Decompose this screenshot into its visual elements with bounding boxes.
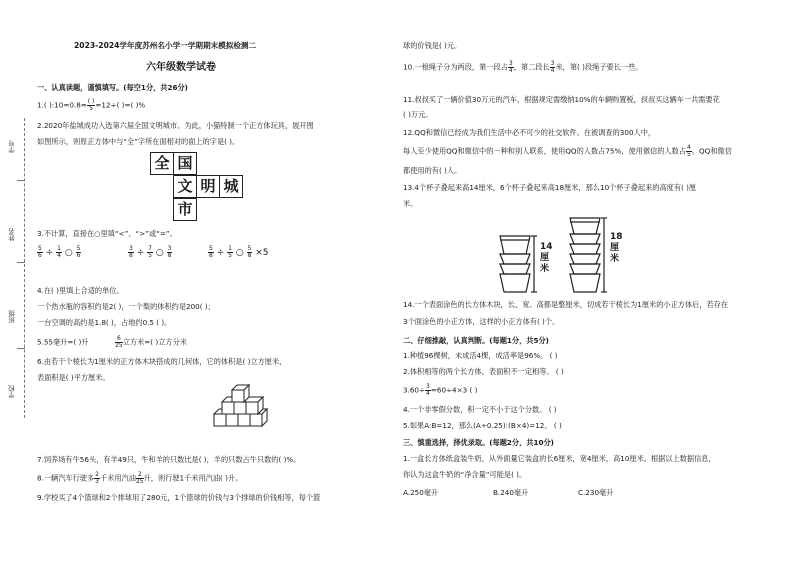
stacked-cubes-figure	[210, 380, 270, 430]
q8-frac1: $\frac{2}{3}$	[95, 471, 99, 485]
q3e2-op: ÷	[136, 248, 145, 258]
q5-fraction: $\frac{6}{25}$	[115, 335, 123, 349]
question-4-line1: 一个热水瓶的容积约是2( )，一个梨的体积约是200( )；	[37, 302, 215, 311]
sidebar-label-school: 学校	[8, 385, 16, 398]
net-face-ming: 明	[196, 175, 220, 198]
question-11-line1: 11.叔叔买了一辆价值30万元的汽车，根据规定需缴纳10%的车辆购置税，叔叔买这辆车一共需要花	[403, 95, 720, 104]
judge-3	[403, 384, 477, 397]
question-6-line2: 表面积是( )平方厘米。	[37, 373, 110, 382]
question-5	[37, 336, 187, 349]
q3e1-frac-b: $\frac{1}{4}$	[57, 245, 61, 259]
sidebar-label-id: 学号	[8, 140, 16, 153]
question-13-line1: 13.4个杯子叠起来高14厘米，6个杯子叠起来高18厘米，那么10个杯子叠起来的高度有( )厘	[403, 183, 697, 192]
question-12-line2	[403, 145, 732, 158]
sidebar-tick	[17, 348, 25, 349]
exam-title: 2023-2024学年度苏州名小学一学期期末模拟检测二	[74, 41, 257, 50]
question-8	[37, 472, 242, 485]
q12-frac: $\frac{4}{5}$	[686, 144, 691, 158]
q1-frac-num: ( )	[87, 98, 95, 105]
j3-text-a: 3.60÷	[403, 385, 426, 395]
choice-1-option-b[interactable]: B.240毫升	[493, 488, 529, 497]
question-2-line2: 如图所示，则原正方体中与“全”字所在面相对的面上的字是( )。	[37, 137, 240, 146]
judge-2: 2.体积相等的两个长方体，表面积不一定相等。 ( )	[403, 367, 564, 376]
j3-text-b: =60÷4×3 ( )	[430, 385, 478, 395]
q8-text-c: 升，则行驶1千米用汽油( )升。	[143, 473, 243, 483]
net-face-shi: 市	[173, 198, 197, 221]
question-9-cont: 球的价钱是( )元。	[403, 41, 462, 50]
q3e2-frac-c: $\frac{3}{8}$	[167, 245, 172, 259]
q3e2-frac-a: $\frac{3}{8}$	[129, 245, 133, 259]
q1-text-a: 1.( ):10=0.8=	[37, 100, 87, 110]
question-9: 9.学校买了4个篮球和2个排球用了280元，1个篮球的价钱与3个排球的价钱相等，每个篮	[37, 493, 321, 502]
q3e2-frac-b: $\frac{7}{5}$	[148, 245, 152, 259]
q3e3-circle[interactable]: ○	[235, 248, 244, 258]
q3e2-circle[interactable]: ○	[155, 248, 164, 258]
q3e1-frac-c: $\frac{5}{6}$	[76, 245, 81, 259]
question-3: 3.不计算，直接在○里填“<”、“>”或“=”。	[37, 229, 177, 238]
cup-label-14: 14厘米	[540, 242, 553, 274]
question-14-line1: 14.一个表面涂色的长方体木块，长、宽、高都是整厘米，切成若干棱长为1厘米的小正方体后，若存在	[403, 300, 729, 309]
q3e3-frac-c: $\frac{5}{8}$	[247, 245, 252, 259]
j3-frac: $\frac{3}{4}$	[426, 383, 430, 397]
question-11-line2: ( )万元。	[403, 110, 433, 119]
q3-expr-2	[128, 246, 172, 260]
question-4: 4.在( )里填上合适的单位。	[37, 286, 124, 295]
q3e1-circle[interactable]: ○	[64, 248, 73, 258]
judge-1: 1.种植96棵树，未成活4棵，成活率是96%。 ( )	[403, 351, 558, 360]
q5-text-a: 5.55毫升=( )升	[37, 337, 89, 347]
q8-frac2: $\frac{2}{25}$	[135, 471, 144, 485]
q3e3-tail: ×5	[255, 248, 269, 258]
cube-net	[150, 152, 250, 224]
judge-4: 4.一个非零假分数，积一定不小于这个分数。 ( )	[403, 405, 557, 414]
choice-1-option-a[interactable]: A.250毫升	[403, 488, 439, 497]
q8-text-a: 8.一辆汽车行驶多	[37, 473, 95, 483]
section3-heading: 三、慎重选择，择优录取。(每题2分，共10分)	[403, 438, 554, 447]
question-12-line1: 12.QQ和微信已经成为我们生活中必不可少的社交软件。在被调查的300人中，	[403, 128, 656, 137]
q5-text-b: 立方米=( )立方分米	[122, 337, 187, 347]
q1-text-b: =12÷( )=( )%	[95, 100, 146, 110]
q1-frac-den: 5	[89, 105, 93, 112]
q10-text-b: ，第二段长	[513, 62, 550, 72]
question-12-line3: 都使用的有( )人。	[403, 166, 462, 175]
net-face-quan: 全	[150, 152, 174, 175]
q10-text-c: 米，第( )段绳子要长一些。	[555, 62, 643, 72]
judge-5: 5.如果A:B=12，那么(A÷0.25):(B×4)=12。 ( )	[403, 421, 562, 430]
q8-text-b: 千米用汽油	[100, 473, 136, 483]
choice-1-line2: 你认为这盒牛奶的“净含量”可能是( )。	[403, 470, 527, 479]
net-face-cheng: 城	[219, 175, 243, 198]
question-4-line2: 一台空调的高约是1.8( )，占地约0.5 ( )。	[37, 318, 172, 327]
question-13-line2: 米。	[403, 199, 418, 208]
question-10	[403, 61, 642, 74]
binding-line	[24, 118, 25, 418]
q10-text-a: 10.一根绳子分为两段，第一段占	[403, 62, 508, 72]
q3-expr-3	[208, 246, 269, 260]
question-7: 7.饲养场有牛56头，有羊49只，牛和羊的只数比是( )，羊的只数占牛只数的( )%。	[37, 455, 301, 464]
sidebar-label-class: 班级	[8, 310, 16, 323]
exam-subtitle: 六年级数学试卷	[146, 62, 216, 73]
cup-label-18: 18厘米	[610, 232, 623, 264]
section1-heading: 一、认真读题，谨慎填写。(每空1分，共26分)	[37, 83, 188, 92]
question-1	[37, 99, 145, 112]
q3e3-frac-a: $\frac{5}{8}$	[209, 245, 213, 259]
q10-frac1: $\frac{3}{4}$	[508, 60, 513, 74]
q12-text-a: 每人至少使用QQ和微信中的一种和别人联系，使用QQ的人数占75%，使用微信的人数占	[403, 146, 686, 156]
q10-frac2: $\frac{3}{4}$	[550, 60, 555, 74]
q3e3-frac-b: $\frac{1}{5}$	[228, 245, 232, 259]
section2-heading: 二、仔细推敲，认真判断。(每题1分，共5分)	[403, 336, 549, 345]
question-14-line2: 3个面涂色的小正方体，这样的小正方体有( )个。	[403, 317, 560, 326]
net-face-wen: 文	[173, 175, 197, 198]
q3-expr-1	[37, 246, 81, 260]
q12-text-b: 。QQ和微信	[691, 146, 732, 156]
net-face-guo: 国	[173, 152, 197, 175]
choice-1-line1: 1.一盒长方体纸盒装牛奶，从外面量它装盒的长6厘米，宽4厘米，高10厘米。根据以上数据信息，	[403, 454, 716, 463]
q3e1-op: ÷	[45, 248, 54, 258]
sidebar-tick	[17, 180, 25, 181]
q3e1-frac-a: $\frac{5}{6}$	[38, 245, 42, 259]
question-6-line1: 6.由若干个棱长为1厘米的正方体木块搭成的几何体，它的体积是( )立方厘米，	[37, 357, 287, 366]
question-2-line1: 2.2020年盐城成功入选第六届全国文明城市。为此，小猫特制一个正方体玩具，展开图	[37, 121, 314, 130]
sidebar-label-name: 姓名	[8, 228, 16, 241]
sidebar-tick	[17, 262, 25, 263]
q3e3-op: ÷	[216, 248, 225, 258]
choice-1-option-c[interactable]: C.230毫升	[578, 488, 614, 497]
